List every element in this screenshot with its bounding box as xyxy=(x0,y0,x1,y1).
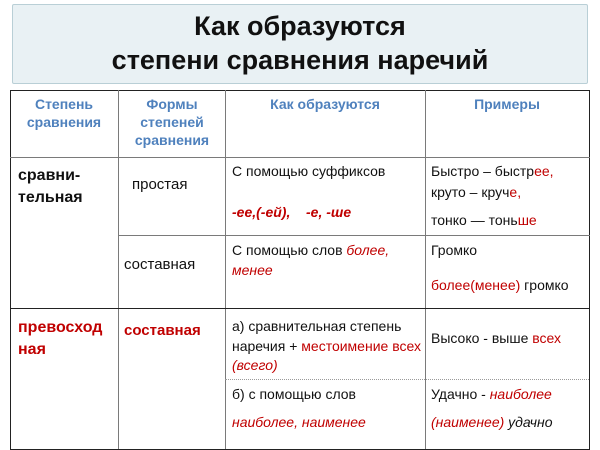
degree-superlative-l1: превосход xyxy=(18,319,103,336)
how-superlative-a-l2: наречия + местоимение всех xyxy=(232,338,421,354)
how-superlative-a-l1: а) сравнительная степень xyxy=(232,318,402,334)
header-degree-l1: Степень xyxy=(34,96,94,112)
example-compound-1: Громко xyxy=(431,242,478,258)
degree-comparative-l2: тельная xyxy=(18,189,83,206)
table-border-right xyxy=(589,90,590,449)
form-compound-superlative: составная xyxy=(124,322,201,339)
example-simple-2: круто – круче, xyxy=(431,184,522,200)
how-compound-l1: С помощью слов более, xyxy=(232,242,390,258)
example-simple-3: тонко — тоньше xyxy=(431,212,537,228)
header-how: Как образуются xyxy=(270,96,380,112)
col-divider-1 xyxy=(118,90,119,449)
header-degree-l2: сравнения xyxy=(26,114,102,130)
row-divider-degree xyxy=(10,308,590,309)
header-forms-l1: Формы xyxy=(146,96,198,112)
how-simple-suffixes-b: -е, -ше xyxy=(306,204,352,220)
header-examples: Примеры xyxy=(474,96,540,112)
form-simple: простая xyxy=(132,176,188,193)
how-superlative-a-l3: (всего) xyxy=(232,357,278,373)
how-simple-text: С помощью суффиксов xyxy=(232,163,386,179)
degree-comparative-l1: сравни- xyxy=(18,167,81,184)
form-compound-comparative: составная xyxy=(124,256,196,273)
how-simple-suffixes-a: -ее,(-ей), xyxy=(232,204,291,220)
row-divider-header xyxy=(10,157,590,158)
page-title-line-1: Как образуются xyxy=(194,11,406,41)
example-simple-1: Быстро – быстрее, xyxy=(431,163,554,179)
header-forms-l3: сравнения xyxy=(134,132,210,148)
how-superlative-b-l2: наиболее, наименее xyxy=(232,414,366,430)
col-divider-2 xyxy=(225,90,226,449)
row-divider-superlative xyxy=(225,379,589,380)
example-superlative-a: Высоко - выше всех xyxy=(431,330,562,346)
page-title-line-2: степени сравнения наречий xyxy=(111,45,489,75)
row-divider-simple xyxy=(118,235,590,236)
how-superlative-b-l1: б) с помощью слов xyxy=(232,386,356,402)
header-forms-l2: степеней xyxy=(140,114,204,130)
example-compound-2: более(менее) громко xyxy=(431,277,569,293)
how-compound-l2: менее xyxy=(232,262,273,278)
table-border-top xyxy=(10,90,590,91)
example-superlative-b-2: (наименее) удачно xyxy=(431,414,553,430)
table-border-left xyxy=(10,90,11,449)
col-divider-3 xyxy=(425,90,426,449)
example-superlative-b-1: Удачно - наиболее xyxy=(431,386,552,402)
degree-superlative-l2: ная xyxy=(18,341,46,358)
